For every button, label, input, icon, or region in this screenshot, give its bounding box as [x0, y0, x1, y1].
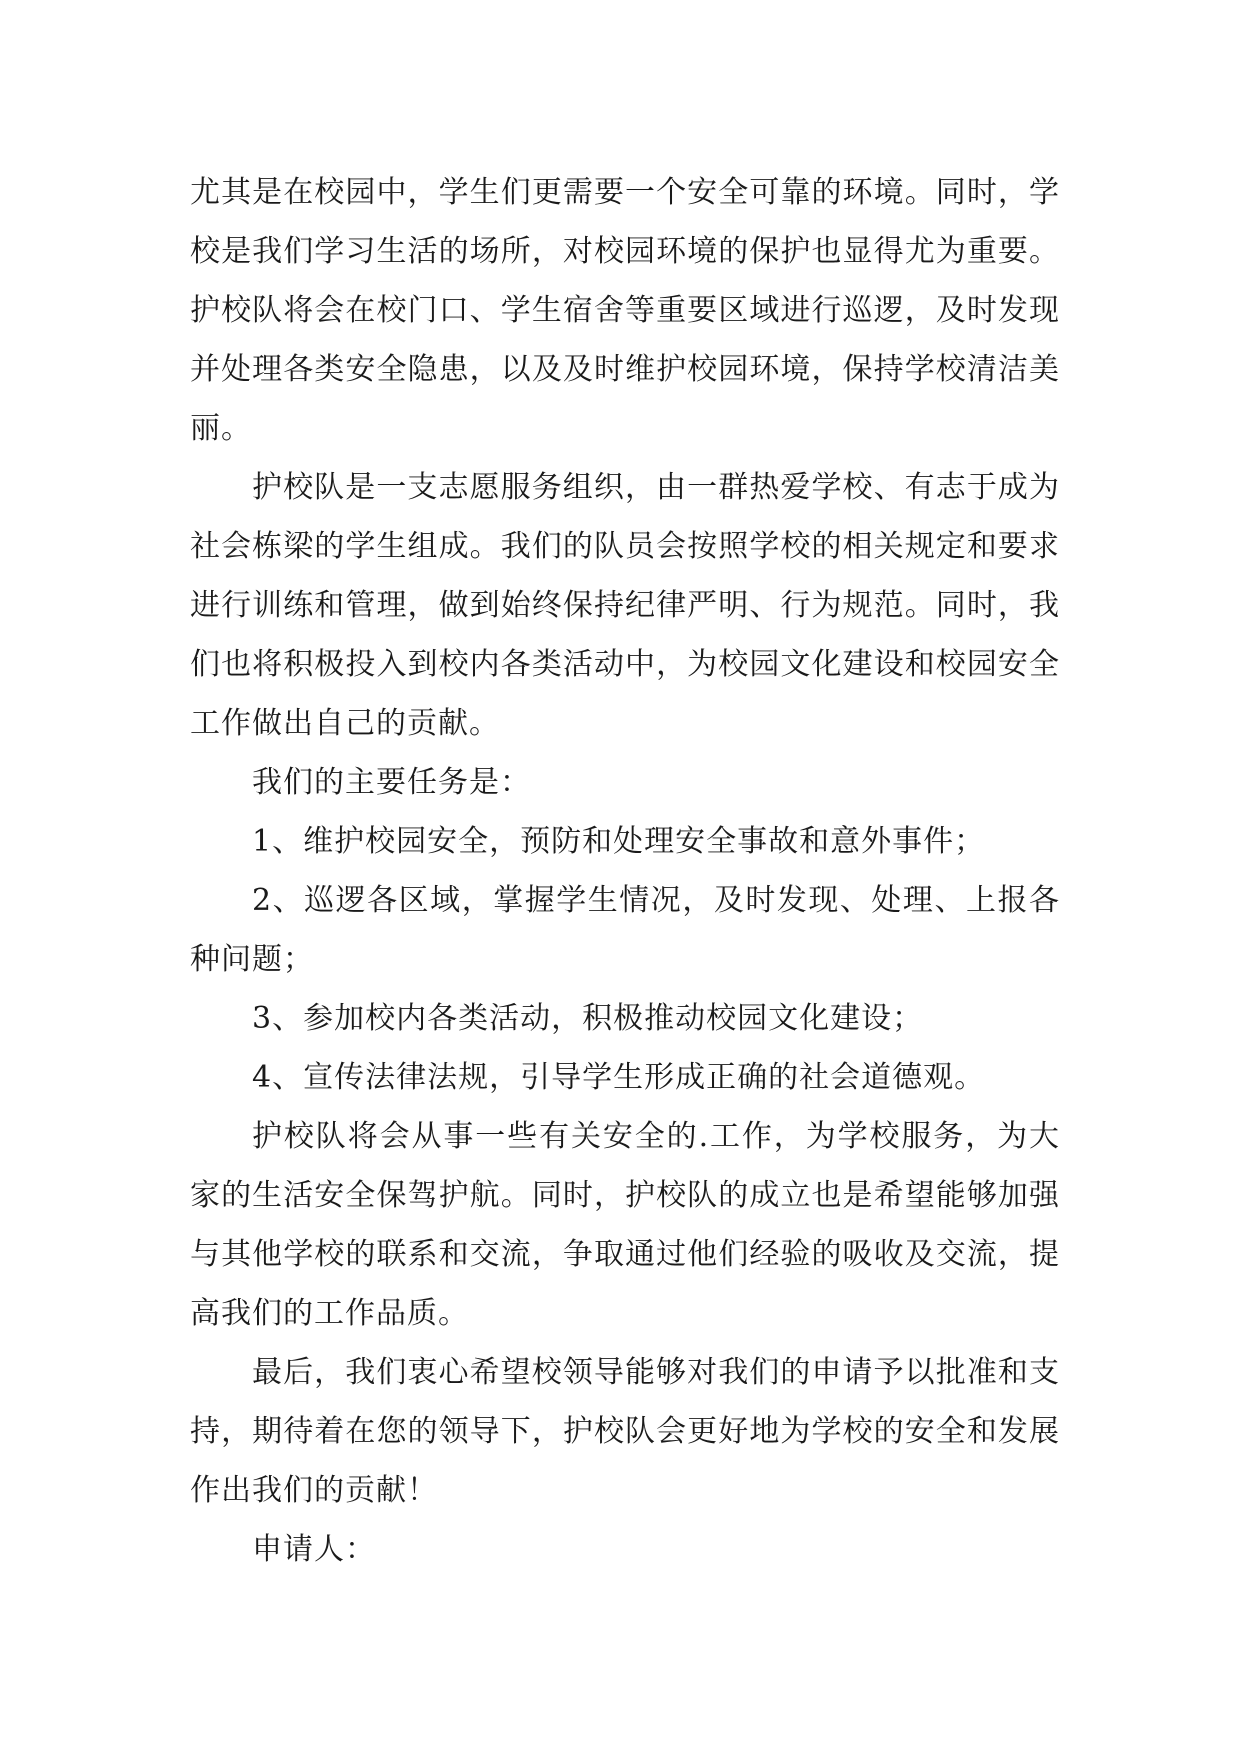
applicant-label: 申请人：: [252, 1532, 376, 1567]
paragraph-service: 护校队将会从事一些有关安全的.工作，为学校服务，为大家的生活安全保驾护航。同时，护校队的成立也是希望能够加强与其他学校的联系和交流，争取通过他们经验的吸收及交流，提高我们的工作品质。: [190, 1119, 1060, 1331]
paragraph-tasks-heading: 我们的主要任务是：: [252, 765, 531, 800]
document-body: [190, 163, 1060, 1579]
paragraph-closing: 最后，我们衷心希望校领导能够对我们的申请予以批准和支持，期待着在您的领导下，护校队会更好地为学校的安全和发展作出我们的贡献！: [190, 1355, 1060, 1508]
list-item-task-1: 1、维护校园安全，预防和处理安全事故和意外事件；: [252, 824, 986, 859]
paragraph-campus-safety: 尤其是在校园中，学生们更需要一个安全可靠的环境。同时，学校是我们学习生活的场所，对校园环境的保护也显得尤为重要。护校队将会在校门口、学生宿舍等重要区域进行巡逻，及时发现并处理各类安全隐患，以及及时维护校园环境，保持学校清洁美丽。: [190, 175, 1060, 446]
paragraph-team-intro: 护校队是一支志愿服务组织，由一群热爱学校、有志于成为社会栋梁的学生组成。我们的队员会按照学校的相关规定和要求进行训练和管理，做到始终保持纪律严明、行为规范。同时，我们也将积极投入到校内各类活动中，为校园文化建设和校园安全工作做出自己的贡献。: [190, 470, 1060, 741]
list-item-task-3: 3、参加校内各类活动，积极推动校园文化建设；: [252, 1001, 924, 1036]
list-item-task-2: 2、巡逻各区域，掌握学生情况，及时发现、处理、上报各种问题；: [190, 883, 1060, 977]
list-item-task-4: 4、宣传法律法规，引导学生形成正确的社会道德观。: [252, 1060, 986, 1095]
